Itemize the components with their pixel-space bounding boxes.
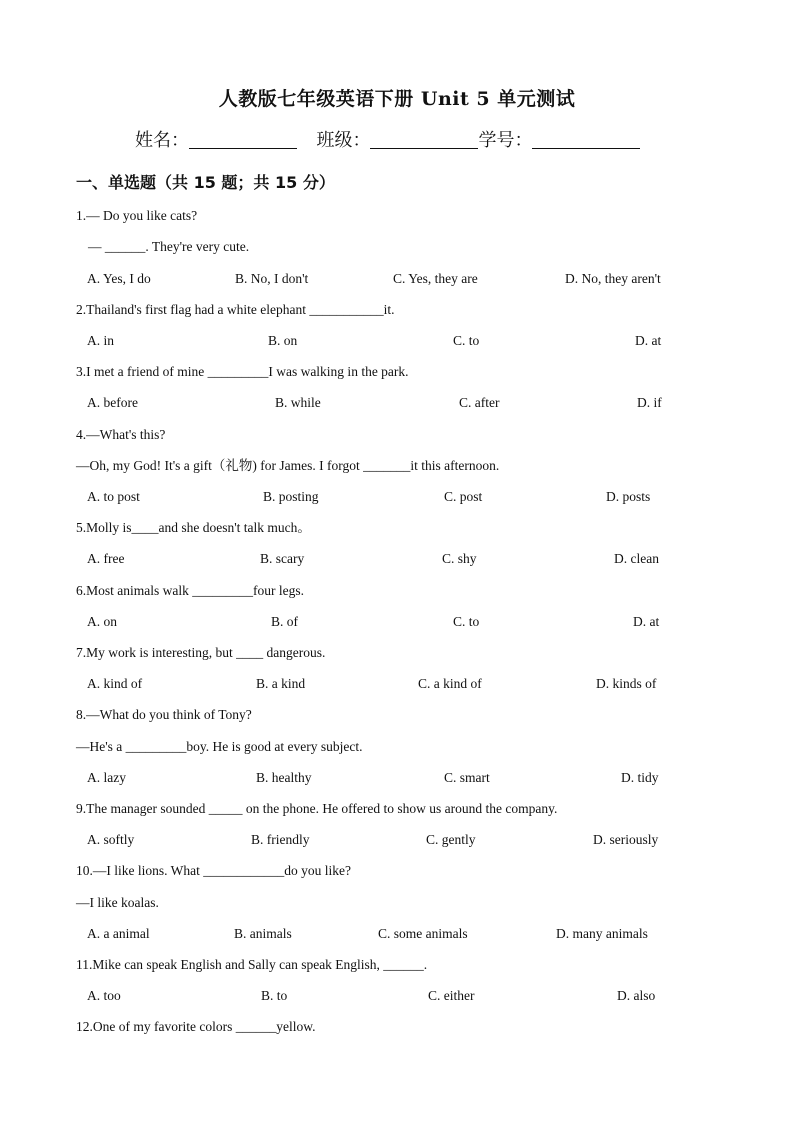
q2-option-c[interactable]: C. to: [453, 333, 480, 348]
q1-option-a[interactable]: A. Yes, I do: [87, 271, 151, 286]
number-blank[interactable]: [532, 130, 640, 149]
q7-option-c[interactable]: C. a kind of: [418, 676, 482, 691]
q8-option-b[interactable]: B. healthy: [256, 770, 312, 785]
q1-option-d[interactable]: D. No, they aren't: [565, 271, 661, 286]
q4-option-b[interactable]: B. posting: [263, 489, 319, 504]
q8-option-c[interactable]: C. smart: [444, 770, 490, 785]
q5-option-a[interactable]: A. free: [87, 551, 125, 566]
q9-option-b[interactable]: B. friendly: [251, 832, 310, 847]
q10-option-d[interactable]: D. many animals: [556, 926, 648, 941]
q9-option-a[interactable]: A. softly: [87, 832, 135, 847]
q7-option-a[interactable]: A. kind of: [87, 676, 143, 691]
name-label: 姓名：: [135, 130, 189, 151]
student-info-row: [135, 126, 640, 152]
question-2-line-1: 2.Thailand's first flag had a white elephant ___________it.: [76, 302, 395, 317]
class-blank[interactable]: [370, 130, 478, 149]
question-3-line-1: 3.I met a friend of mine _________I was walking in the park.: [76, 364, 409, 379]
question-11-line-1: 11.Mike can speak English and Sally can speak English, ______.: [76, 957, 428, 972]
q10-option-a[interactable]: A. a animal: [87, 926, 150, 941]
q9-option-d[interactable]: D. seriously: [593, 832, 659, 847]
q11-option-d[interactable]: D. also: [617, 988, 656, 1003]
question-4-line-2: —Oh, my God! It's a gift（礼物) for James. I forgot _______it this afternoon.: [76, 458, 500, 473]
q1-option-c[interactable]: C. Yes, they are: [393, 271, 478, 286]
q6-option-b[interactable]: B. of: [271, 614, 298, 629]
q4-option-c[interactable]: C. post: [444, 489, 483, 504]
q4-option-d[interactable]: D. posts: [606, 489, 651, 504]
q10-option-c[interactable]: C. some animals: [378, 926, 468, 941]
q7-option-b[interactable]: B. a kind: [256, 676, 306, 691]
q11-option-b[interactable]: B. to: [261, 988, 288, 1003]
q7-option-d[interactable]: D. kinds of: [596, 676, 657, 691]
class-label: 班级：: [316, 130, 371, 151]
question-8-line-1: 8.—What do you think of Tony?: [76, 707, 252, 722]
q3-option-d[interactable]: D. if: [637, 395, 662, 410]
question-5-line-1: 5.Molly is____and she doesn't talk much。: [76, 520, 311, 535]
question-12-line-1: 12.One of my favorite colors ______yellow.: [76, 1019, 316, 1034]
q2-option-b[interactable]: B. on: [268, 333, 298, 348]
q2-option-a[interactable]: A. in: [87, 333, 114, 348]
page-title: 人教版七年级英语下册 Unit 5 单元测试: [218, 88, 576, 110]
question-7-line-1: 7.My work is interesting, but ____ dangerous.: [76, 645, 326, 660]
question-4-line-1: 4.—What's this?: [76, 427, 166, 442]
number-label: 学号：: [478, 130, 533, 151]
q1-option-b[interactable]: B. No, I don't: [235, 271, 309, 286]
q5-option-b[interactable]: B. scary: [260, 551, 305, 566]
question-6-line-1: 6.Most animals walk _________four legs.: [76, 583, 304, 598]
section-title: 一、单选题（共 15 题；共 15 分）: [76, 173, 335, 192]
q9-option-c[interactable]: C. gently: [426, 832, 476, 847]
question-9-line-1: 9.The manager sounded _____ on the phone. He offered to show us around the company.: [76, 801, 558, 816]
q2-option-d[interactable]: D. at: [635, 333, 662, 348]
name-blank[interactable]: [189, 130, 297, 149]
q11-option-a[interactable]: A. too: [87, 988, 121, 1003]
question-8-line-2: —He's a _________boy. He is good at every subject.: [76, 739, 363, 754]
q5-option-d[interactable]: D. clean: [614, 551, 659, 566]
question-1-line-1: 1.— Do you like cats?: [76, 208, 198, 223]
q6-option-d[interactable]: D. at: [633, 614, 660, 629]
q3-option-b[interactable]: B. while: [275, 395, 321, 410]
q5-option-c[interactable]: C. shy: [442, 551, 477, 566]
question-10-line-2: —I like koalas.: [76, 895, 159, 910]
q8-option-a[interactable]: A. lazy: [87, 770, 126, 785]
q4-option-a[interactable]: A. to post: [87, 489, 140, 504]
q6-option-a[interactable]: A. on: [87, 614, 117, 629]
q11-option-c[interactable]: C. either: [428, 988, 475, 1003]
q8-option-d[interactable]: D. tidy: [621, 770, 659, 785]
q3-option-a[interactable]: A. before: [87, 395, 138, 410]
question-10-line-1: 10.—I like lions. What ____________do you like?: [76, 863, 351, 878]
q6-option-c[interactable]: C. to: [453, 614, 480, 629]
q3-option-c[interactable]: C. after: [459, 395, 500, 410]
question-1-line-2: — ______. They're very cute.: [88, 239, 250, 254]
q10-option-b[interactable]: B. animals: [234, 926, 292, 941]
